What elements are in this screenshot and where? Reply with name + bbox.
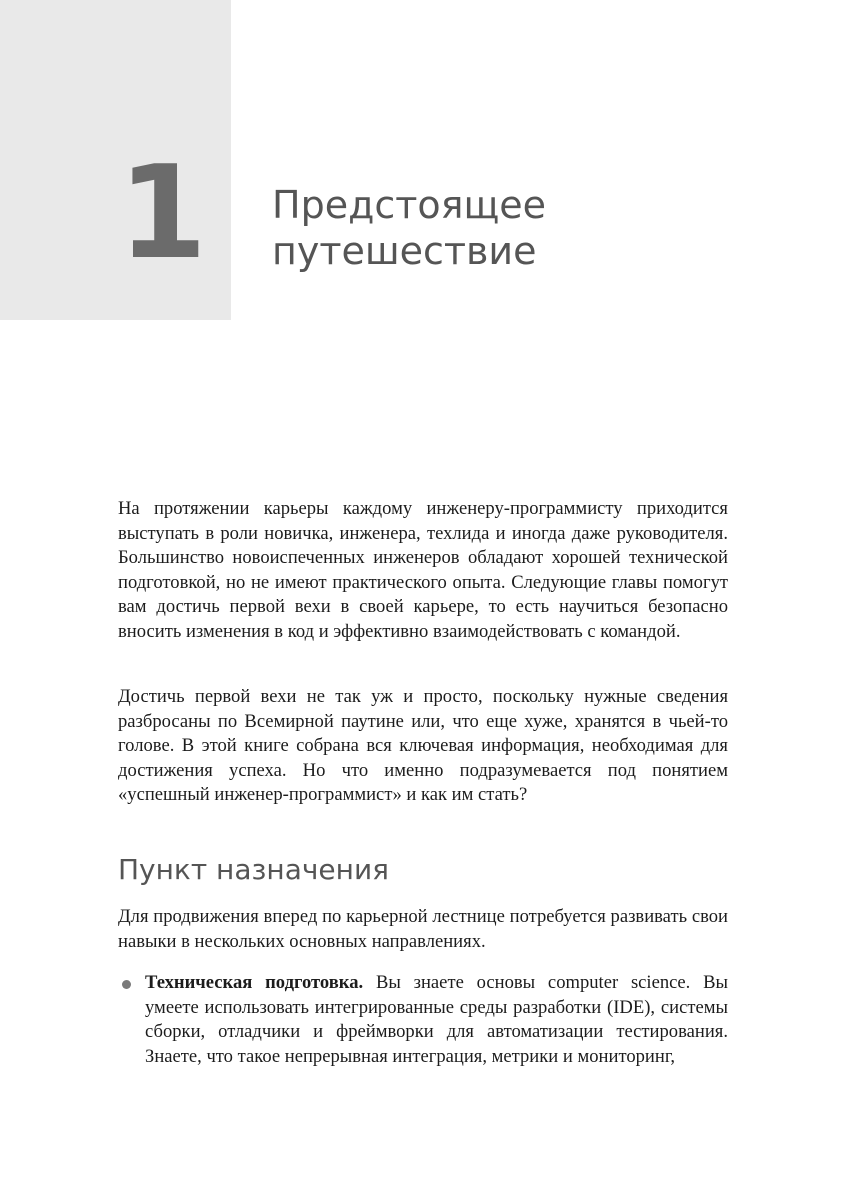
chapter-header-block	[0, 0, 231, 320]
list-item-text: Вы знаете основы computer science. Вы умеете использовать интегрированные среды разработки (IDE), системы сборки, отладчики и фреймворки для автоматизации тестирования. Знаете, что такое непрерывная интеграция, метрики и мониторинг,	[145, 972, 728, 1067]
list-item	[118, 971, 728, 1069]
intro-paragraph-1: На протяжении карьеры каждому инженеру-программисту приходится выступать в роли новичка, инженера, техлида и иногда даже руководителя. Большинство новоиспеченных инженеров обладают хорошей технической подготовкой, но не имеют практического опыта. Следующие главы помогут вам достичь первой вехи в своей карьере, то есть научиться безопасно вносить изменения в код и эффективно взаимодействовать с командой.	[118, 498, 728, 642]
list-item-term: Техническая подготовка.	[145, 972, 364, 993]
section-heading: Пункт назначения	[118, 853, 389, 886]
chapter-number: 1	[118, 139, 204, 288]
bullet-icon	[122, 980, 131, 989]
chapter-title-line-1: Предстоящее	[272, 183, 547, 227]
chapter-title-line-2: путешествие	[272, 229, 537, 273]
chapter-title	[272, 182, 546, 274]
skills-list	[118, 971, 728, 1069]
section-paragraph: Для продвижения вперед по карьерной лестнице потребуется развивать свои навыки в нескольких основных направлениях.	[118, 906, 728, 952]
intro-paragraph-2: Достичь первой вехи не так уж и просто, поскольку нужные сведения разбросаны по Всемирной паутине или, что еще хуже, хранятся в чьей-то голове. В этой книге собрана вся ключевая информация, необходимая для достижения успеха. Но что именно подразумевается под понятием «успешный инженер-программист» и как им стать?	[118, 686, 728, 805]
